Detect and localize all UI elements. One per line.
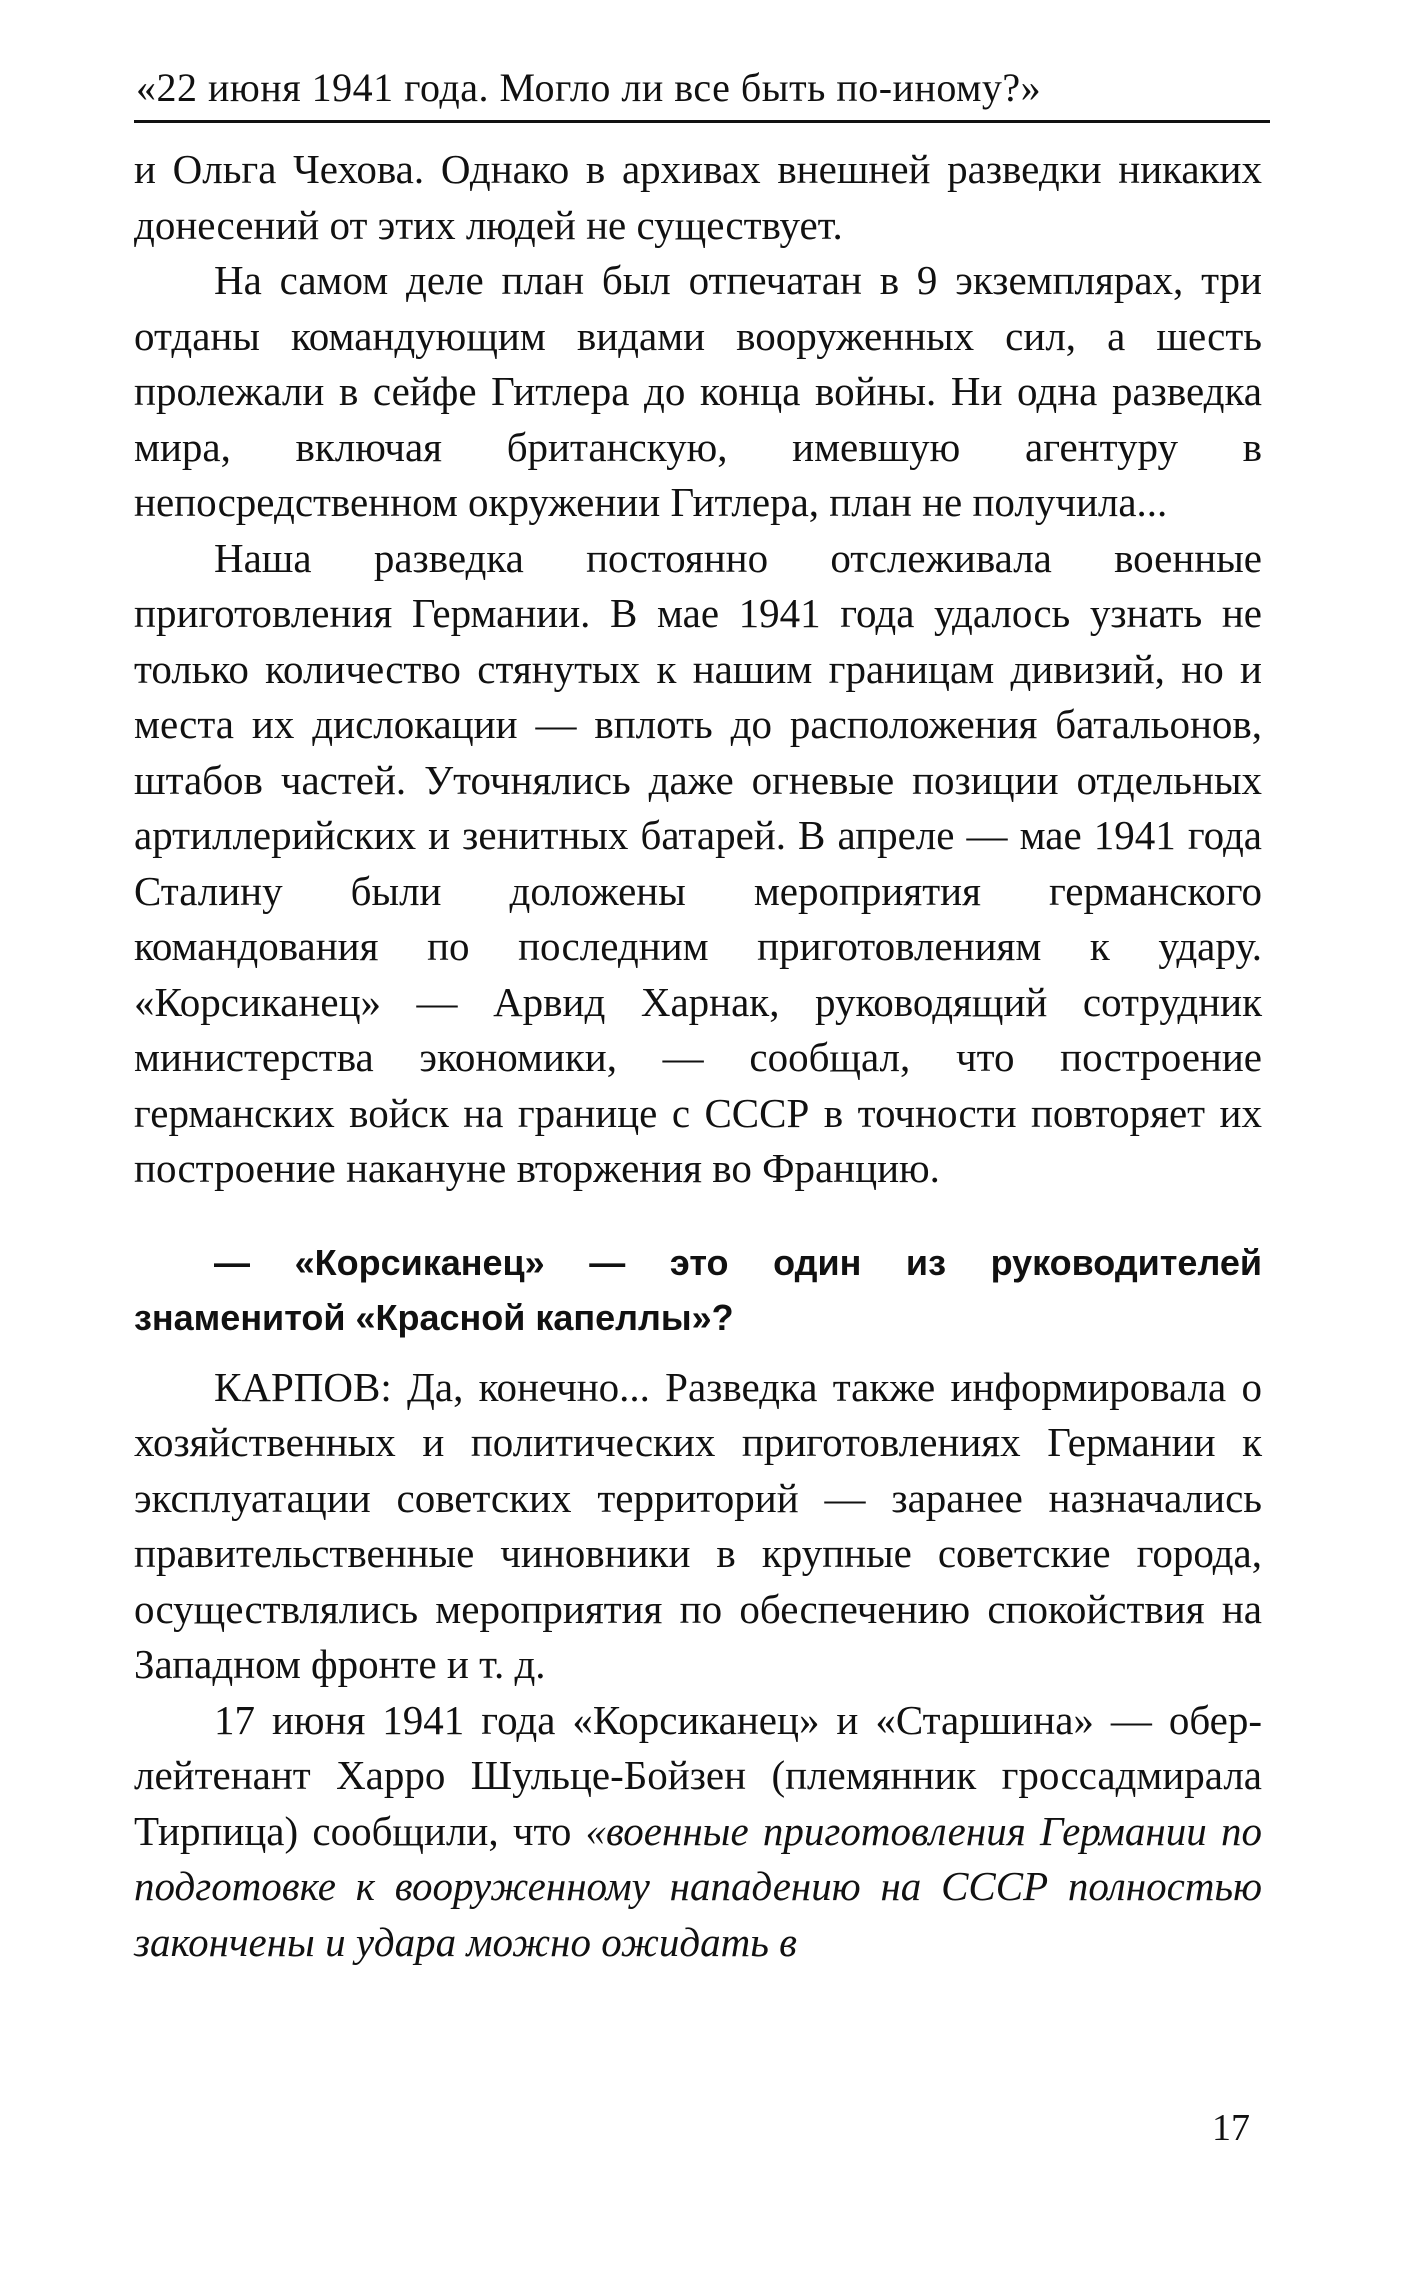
page-number: 17 bbox=[1212, 2107, 1250, 2149]
body-text bbox=[134, 142, 1262, 1970]
interview-question: — «Корсиканец» — это один из руководителей знаменитой «Красной капеллы»? bbox=[134, 1241, 1262, 1338]
paragraph-june-17-quote: «военные приготовления Германии по подготовке к вооруженному нападению на СССР полностью закончены и удара можно ожидать в bbox=[134, 1807, 1262, 1965]
paragraph-june-17-plain: 17 июня 1941 года «Корсиканец» и «Старшина» — обер-лейтенант Харро Шульце-Бойзен (племянник гроссадмирала Тирпица) сообщили, что bbox=[134, 1696, 1262, 1854]
header-rule bbox=[134, 120, 1270, 123]
paragraph-plan-copies: На самом деле план был отпечатан в 9 экземплярах, три отданы командующим видами вооруженных сил, а шесть пролежали в сейфе Гитлера до конца войны. Ни одна разведка мира, включая британскую, имевшую агентуру в непосредственном окружении Гитлера, план не получила... bbox=[134, 257, 1262, 525]
running-header: «22 июня 1941 года. Могло ли все быть по-иному?» bbox=[136, 65, 1042, 110]
paragraph-intelligence: Наша разведка постоянно отслеживала военные приготовления Германии. В мае 1941 года удалось узнать не только количество стянутых к нашим границам дивизий, но и места их дислокации — вплоть до расположения батальонов, штабов частей. Уточнялись даже огневые позиции отдельных артиллерийских и зенитных батарей. В апреле — мае 1941 года Сталину были доложены мероприятия германского командования по последним приготовлениям к удару. «Корсиканец» — Арвид Харнак, руководящий сотрудник министерства экономики, — сообщал, что построение германских войск на границе с СССР в точности повторяет их построение накануне вторжения во Францию. bbox=[134, 534, 1262, 1191]
paragraph-karpov-answer: КАРПОВ: Да, конечно... Разведка также информировала о хозяйственных и политических приготовлениях Германии к эксплуатации советских территорий — заранее назначались правительственные чиновники в крупные советские города, осуществлялись мероприятия по обеспечению спокойствия на Западном фронте и т. д. bbox=[134, 1363, 1262, 1687]
paragraph-june-17 bbox=[134, 1693, 1262, 1971]
paragraph-continuation: и Ольга Чехова. Однако в архивах внешней разведки никаких донесений от этих людей не существует. bbox=[134, 146, 1262, 248]
